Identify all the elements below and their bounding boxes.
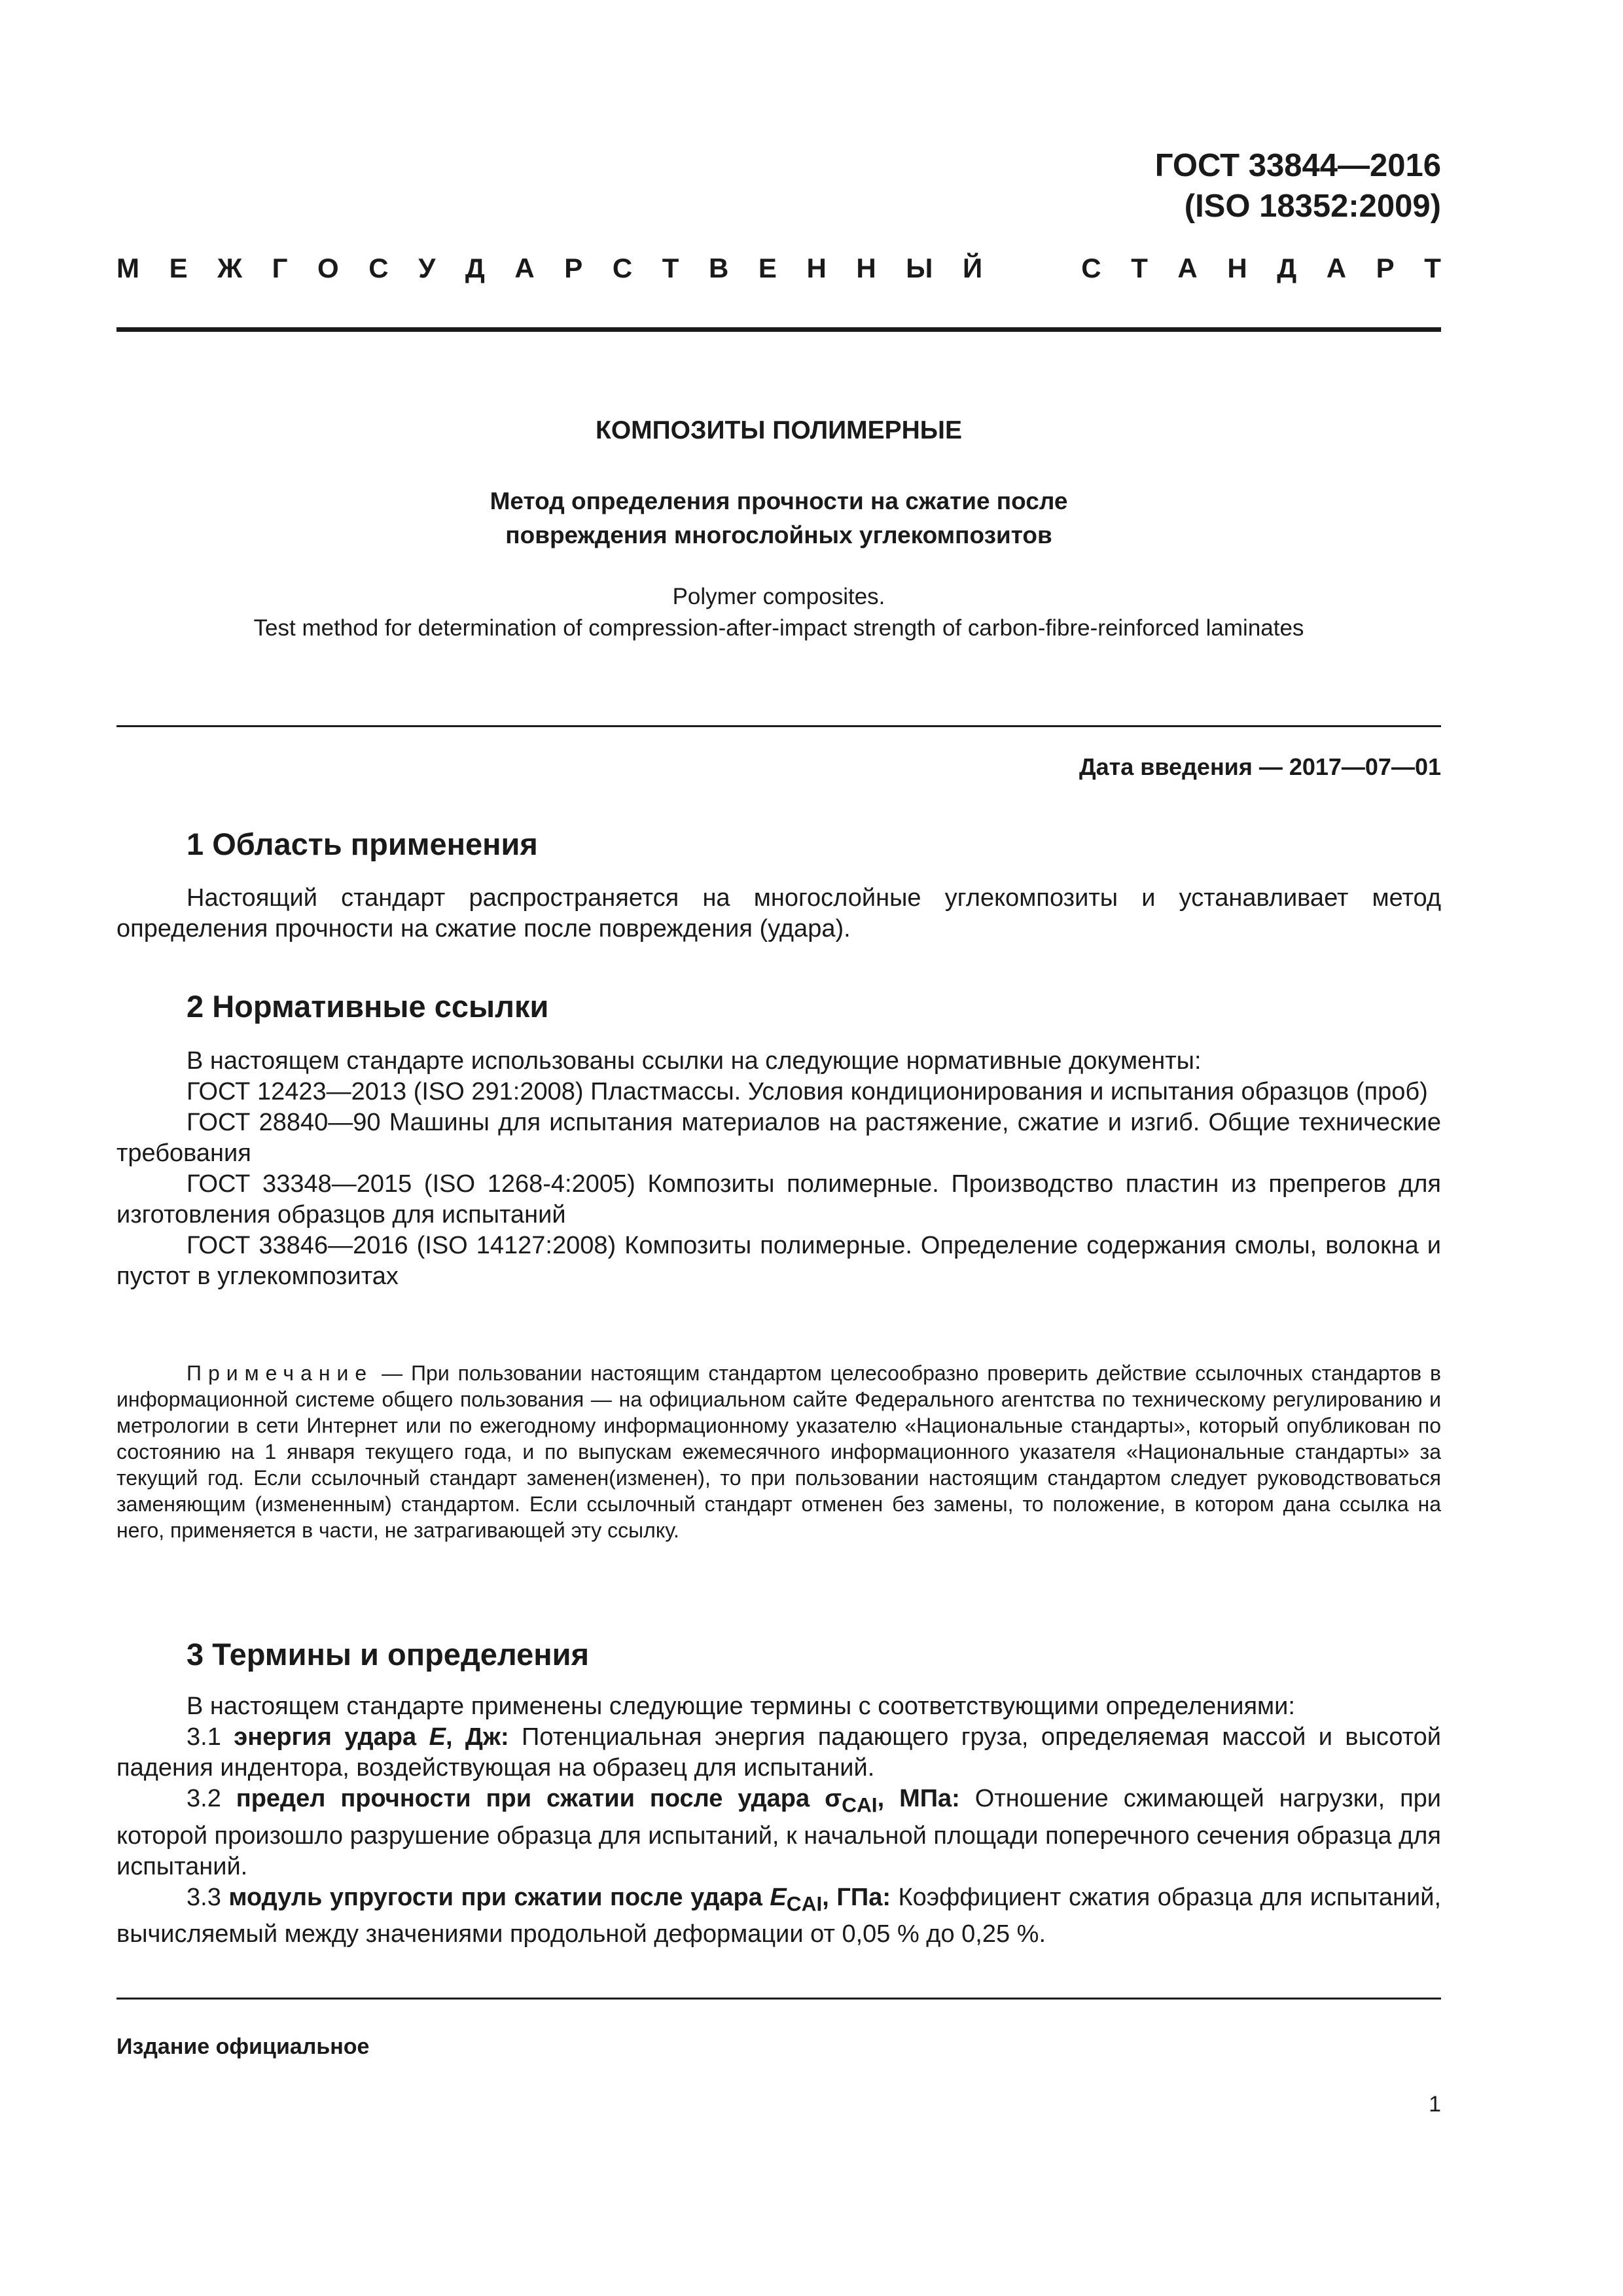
banner-letter: О [317,253,339,283]
term-unit: , МПа: [877,1785,960,1812]
reference-item: ГОСТ 33348—2015 (ISO 1268-4:2005) Композиты полимерные. Производство пластин из препрегов для изготовления образцов для испытаний [116,1170,1441,1229]
document-title: КОМПОЗИТЫ ПОЛИМЕРНЫЕ [596,416,962,444]
banner-letter: Г [272,253,288,283]
banner-letter: Е [758,253,777,283]
introduction-date: Дата введения — 2017—07—01 [1079,753,1441,780]
banner-gap [1012,253,1052,284]
footer-rule [116,1998,1441,2000]
section-2-heading: 2 Нормативные ссылки [187,989,549,1024]
doc-number-iso: (ISO 18352:2009) [1184,188,1441,224]
term-3-1 [116,1722,1441,1784]
document-subtitle [116,484,1441,552]
term-definition: Коэффициент сжатия образца для испытаний, вычисляемый между значениями продольной деформации от 0,05 % до 0,25 %. [116,1883,1442,1948]
banner-letter: Е [169,253,188,283]
banner-letter: Т [1424,253,1441,283]
banner-letter: Н [856,253,876,283]
term-definition: Отношение сжимающей нагрузки, при которой произошло разрушение образца для испытаний, к начальной площади поперечного сечения образца для испытаний. [116,1785,1442,1880]
banner-letter: А [514,253,535,283]
paragraph: В настоящем стандарте использованы ссылки на следующие нормативные документы: [187,1047,1202,1075]
header-rule [116,327,1441,332]
section-1-heading: 1 Область применения [187,827,538,861]
banner-letter: Д [465,253,485,283]
english-title [116,581,1441,644]
term-3-3 [116,1882,1441,1950]
note-label: Примечание [187,1361,374,1385]
reference-item: ГОСТ 33846—2016 (ISO 14127:2008) Композиты полимерные. Определение содержания смолы, волокна и пустот в углекомпозитах [116,1232,1441,1290]
term-symbol: E [429,1723,446,1751]
section-1-text [116,883,1441,944]
page-number: 1 [1429,2092,1441,2117]
paragraph: Настоящий стандарт распространяется на многослойные углекомпозиты и устанавливает метод определения прочности на сжатие после повреждения (удара). [116,884,1441,942]
section-3-heading: 3 Термины и определения [187,1637,589,1672]
banner-letter: У [418,253,436,283]
term-definition: Потенциальная энергия падающего груза, определяемая массой и высотой падения индентора, воздействующая на образец для испытаний. [116,1723,1441,1782]
banner-letter: В [708,253,729,283]
banner-letter: Н [806,253,827,283]
document-number [1155,145,1441,226]
banner-letter: С [612,253,633,283]
term-subscript: CAI [842,1793,878,1817]
standard-banner [116,253,1441,284]
reference-item: ГОСТ 12423—2013 (ISO 291:2008) Пластмассы. Условия кондиционирования и испытания образцов (проб) [187,1078,1428,1105]
section-2-text [116,1046,1441,1292]
term-name: модуль упругости при сжатии после удара [228,1883,762,1911]
banner-letter: А [1177,253,1198,283]
term-number: 3.2 [187,1785,221,1812]
term-symbol: E [770,1883,787,1911]
doc-number-gost: ГОСТ 33844—2016 [1154,148,1441,183]
banner-letter: Р [1376,253,1395,283]
banner-letter: Й [962,253,983,283]
banner-letter: М [116,253,139,283]
term-symbol: σ [825,1785,842,1812]
section-3-text [116,1691,1441,1950]
subtitle-line: повреждения многослойных углекомпозитов [505,522,1052,548]
official-edition-label: Издание официальное [116,2034,370,2059]
term-subscript: CAI [786,1892,823,1916]
banner-letter: Д [1277,253,1297,283]
term-unit: , ГПа: [822,1883,891,1911]
term-unit: , Дж: [445,1723,509,1751]
banner-letter: Т [1131,253,1148,283]
english-title-line: Polymer composites. [672,584,885,609]
term-number: 3.3 [187,1883,221,1911]
paragraph: В настоящем стандарте применены следующие термины с соответствующими определениями: [187,1693,1295,1720]
term-name: энергия удара [234,1723,417,1751]
term-3-2 [116,1784,1441,1882]
reference-item: ГОСТ 28840—90 Машины для испытания материалов на растяжение, сжатие и изгиб. Общие технические требования [116,1109,1441,1167]
english-title-line: Test method for determination of compression-after-impact strength of carbon-fibre-reinforced laminates [253,615,1304,641]
banner-letter: Р [564,253,583,283]
banner-letter: С [1081,253,1101,283]
banner-letter: Ж [217,253,243,283]
title-rule [116,725,1441,727]
banner-letter: А [1326,253,1347,283]
term-name: предел прочности при сжатии после удара [236,1785,810,1812]
banner-letter: Ы [906,253,933,283]
term-number: 3.1 [187,1723,221,1751]
note-text: — При пользовании настоящим стандартом целесообразно проверить действие ссылочных стандартов в информационной системе общего пользования — на официальном сайте Федерального агентства по техническому регулированию и метрологии в сети Интернет или по ежегодному информационному указателю «Национальные стандарты», который опубликован по состоянию на 1 января текущего года, и по выпускам ежемесячного информационного указателя «Национальные стандарты» за текущий год. Если ссылочный стандарт заменен(изменен), то при пользовании настоящим стандартом следует руководствоваться заменяющим (измененным) стандартом. Если ссылочный стандарт отменен без замены, то положение, в котором дана ссылка на него, применяется в части, не затрагивающей эту ссылку. [116,1361,1441,1542]
banner-letter: С [368,253,389,283]
section-2-note [116,1360,1441,1543]
banner-letter: Н [1227,253,1247,283]
banner-letter: Т [662,253,679,283]
subtitle-line: Метод определения прочности на сжатие после [490,488,1068,514]
note-paragraph [116,1360,1441,1543]
